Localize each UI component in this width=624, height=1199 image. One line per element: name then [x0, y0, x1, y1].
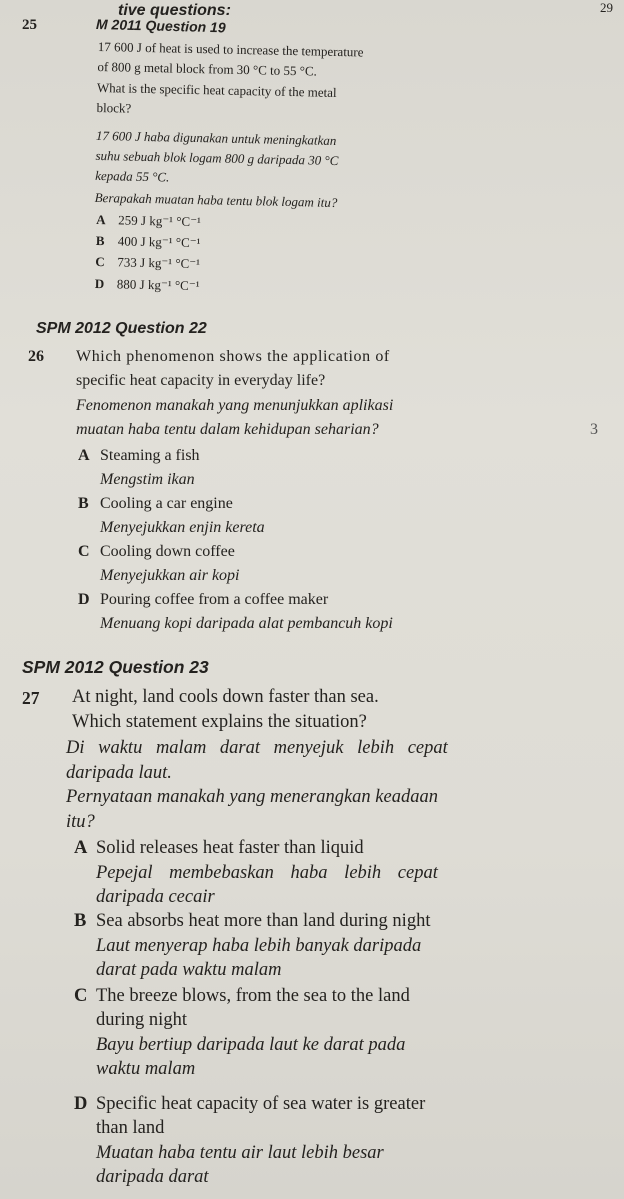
q27-option-d-ms-1: Muatan haba tentu air laut lebih besar — [96, 1143, 384, 1163]
q27-stem-en-1: At night, land cools down faster than sea. — [72, 687, 379, 707]
option-text: Cooling a car engine — [100, 495, 233, 512]
option-letter: A — [78, 447, 90, 464]
option-letter: C — [74, 986, 88, 1006]
margin-mark: 3 — [590, 421, 598, 438]
q25-stem-en-1: 17 600 J of heat is used to increase the temperature — [97, 38, 364, 60]
q27-option-c-ms-1: Bayu bertiup daripada laut ke darat pada — [96, 1035, 406, 1055]
q26-source-header: SPM 2012 Question 22 — [36, 320, 207, 337]
q26-option-d-ms: Menuang kopi daripada alat pembancuh kopi — [100, 615, 393, 632]
q27-option-d-ms-2: daripada darat — [96, 1167, 209, 1187]
q27-option-c[interactable] — [74, 986, 410, 1007]
option-text: 400 J kg⁻¹ °C⁻¹ — [117, 233, 201, 251]
q26-number: 26 — [28, 348, 44, 365]
q25-stem-en-2: of 800 g metal block from 30 °C to 55 °C. — [97, 58, 318, 79]
option-letter: C — [95, 253, 105, 270]
q25-option-a[interactable] — [96, 212, 201, 230]
q26-option-d[interactable] — [78, 591, 328, 609]
option-letter: D — [94, 275, 105, 292]
q27-option-a[interactable] — [74, 838, 364, 859]
q27-option-b-ms-2: darat pada waktu malam — [96, 960, 282, 980]
q26-option-b[interactable] — [78, 495, 233, 513]
q25-stem-ms-2: suhu sebuah blok logam 800 g daripada 30 °C — [95, 147, 339, 169]
q25-option-b[interactable] — [96, 233, 201, 251]
q25-stem-en-4: block? — [96, 99, 132, 116]
option-text: Sea absorbs heat more than land during night — [96, 911, 431, 931]
q25-stem-ms-1: 17 600 J haba digunakan untuk meningkatkan — [95, 127, 337, 148]
q26-stem-ms-2: muatan haba tentu dalam kehidupan seharian? — [76, 421, 379, 438]
option-letter: B — [95, 232, 105, 249]
option-letter: A — [74, 838, 88, 858]
q26-stem-en-2: specific heat capacity in everyday life? — [76, 372, 326, 389]
page-number: 29 — [600, 0, 613, 15]
q27-stem-ms-4: itu? — [66, 812, 95, 832]
q25-option-c[interactable] — [95, 254, 200, 272]
q26-option-b-ms: Menyejukkan enjin kereta — [100, 519, 265, 536]
option-letter: D — [78, 591, 90, 608]
option-text: Steaming a fish — [100, 447, 200, 464]
q25-source-header: M 2011 Question 19 — [95, 16, 226, 36]
q27-option-c-ms-2: waktu malam — [96, 1059, 196, 1079]
q27-option-d[interactable] — [74, 1094, 425, 1115]
option-letter: B — [78, 495, 89, 512]
option-text: Pouring coffee from a coffee maker — [100, 591, 329, 608]
option-text: 880 J kg⁻¹ °C⁻¹ — [116, 276, 200, 294]
q27-option-a-ms-1: Pepejal membebaskan haba lebih cepat — [96, 863, 438, 883]
option-letter: D — [74, 1094, 88, 1114]
q26-stem-en-1: Which phenomenon shows the application of — [76, 348, 390, 365]
q27-stem-ms-1: Di waktu malam darat menyejuk lebih cepat — [66, 738, 448, 758]
q27-stem-ms-3: Pernyataan manakah yang menerangkan keadaan — [66, 787, 438, 807]
option-text: Cooling down coffee — [100, 543, 235, 560]
q27-source-header: SPM 2012 Question 23 — [22, 657, 209, 677]
q27-stem-en-2: Which statement explains the situation? — [72, 712, 367, 732]
option-letter: A — [96, 211, 106, 228]
option-text: The breeze blows, from the sea to the land — [96, 986, 410, 1006]
option-text: Solid releases heat faster than liquid — [96, 838, 364, 858]
option-text: 733 J kg⁻¹ °C⁻¹ — [117, 254, 201, 272]
q26-option-a[interactable] — [78, 447, 200, 465]
q26-option-c-ms: Menyejukkan air kopi — [100, 567, 240, 584]
option-text: Specific heat capacity of sea water is greater — [96, 1094, 426, 1114]
q27-option-b-ms-1: Laut menyerap haba lebih banyak daripada — [96, 936, 422, 956]
option-letter: C — [78, 543, 90, 560]
q27-option-a-ms-2: daripada cecair — [96, 887, 215, 907]
q27-option-d-line-2: than land — [96, 1118, 165, 1138]
q25-stem-ms-3: kepada 55 °C. — [95, 167, 170, 185]
q25-option-d[interactable] — [95, 276, 200, 294]
section-header-fragment: tive questions: — [118, 2, 231, 19]
q25-number: 25 — [22, 17, 37, 33]
option-text: 259 J kg⁻¹ °C⁻¹ — [118, 212, 202, 230]
q25-stem-en-3: What is the specific heat capacity of the metal — [96, 79, 337, 100]
q26-stem-ms-1: Fenomenon manakah yang menunjukkan aplikasi — [76, 397, 394, 414]
q26-option-c[interactable] — [78, 543, 235, 561]
q27-number: 27 — [22, 688, 40, 708]
q27-stem-ms-2: daripada laut. — [66, 763, 172, 783]
q25-stem-ms-question: Berapakah muatan haba tentu blok logam itu? — [94, 189, 338, 211]
option-letter: B — [74, 911, 87, 931]
q27-option-c-line-2: during night — [96, 1010, 187, 1030]
q27-option-b[interactable] — [74, 911, 430, 932]
q26-option-a-ms: Mengstim ikan — [100, 471, 195, 488]
